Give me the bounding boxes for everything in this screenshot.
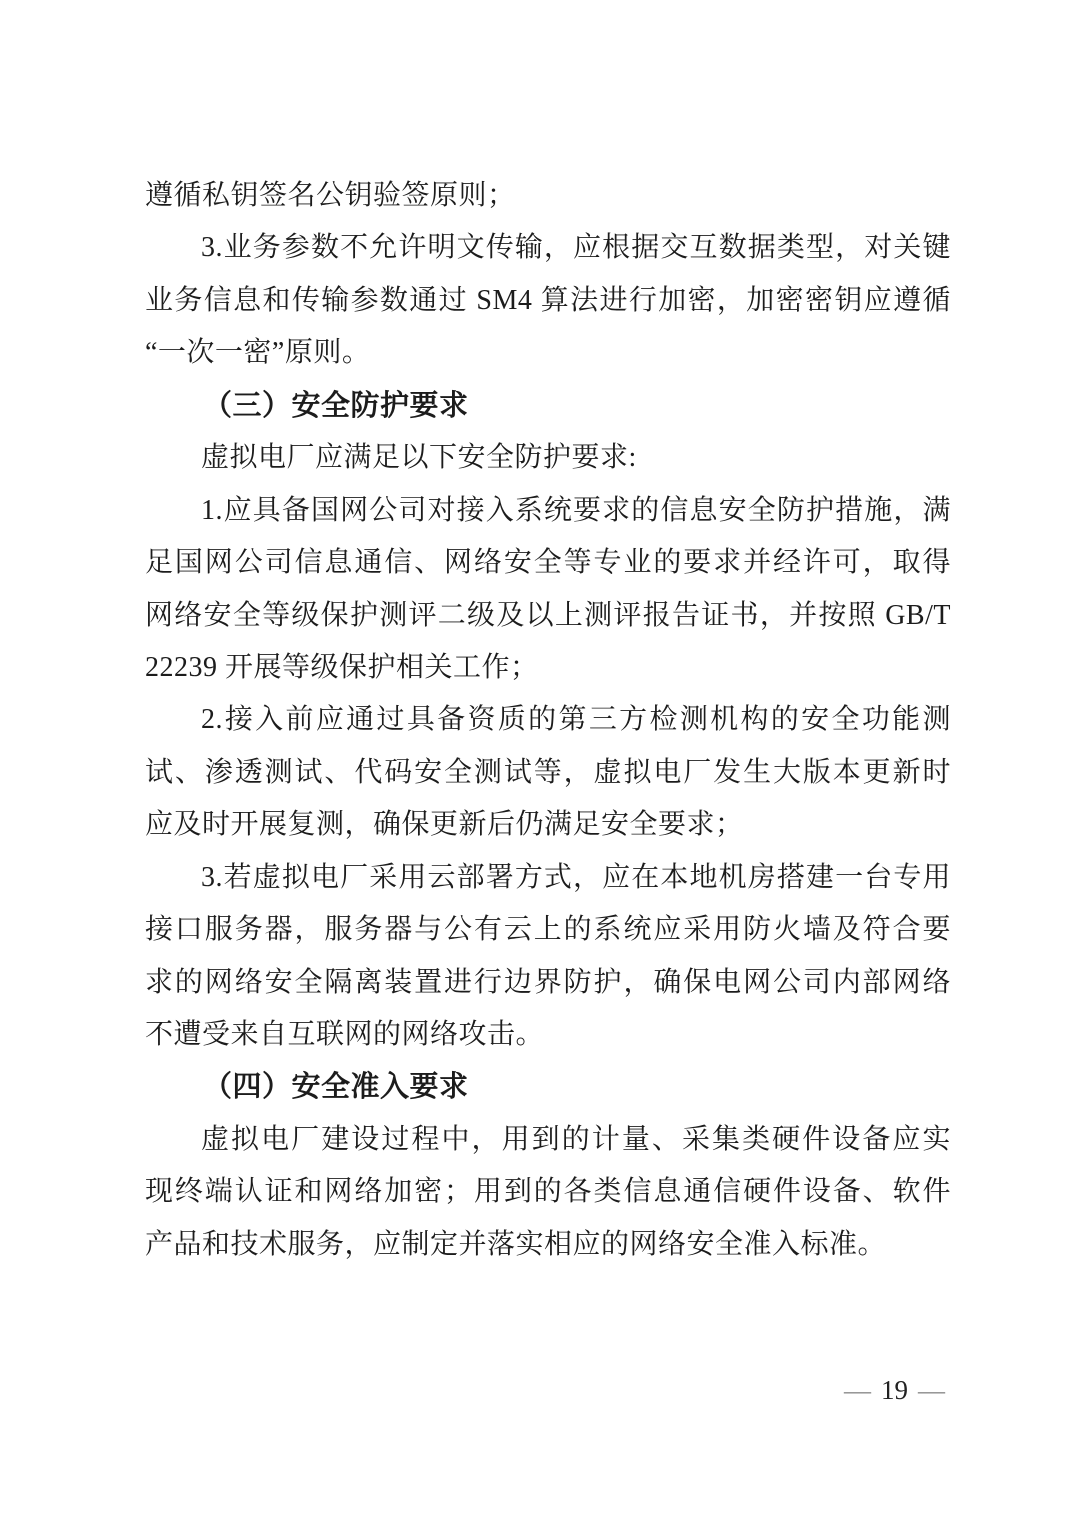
text-line: 试、渗透测试、代码安全测试等，虚拟电厂发生大版本更新时	[145, 756, 951, 788]
text-line: 应及时开展复测，确保更新后仍满足安全要求；	[145, 809, 744, 841]
page-number	[844, 1372, 945, 1408]
text-line: 不遭受来自互联网的网络攻击。	[145, 1019, 545, 1050]
text-line: 产品和技术服务，应制定并落实相应的网络安全准入标准。	[145, 1228, 887, 1260]
text-line: 网络安全等级保护测评二级及以上测评报告证书，并按照 GB/T	[145, 599, 951, 631]
document-body	[145, 170, 951, 1271]
text-line: 足国网公司信息通信、网络安全等专业的要求并经许可，取得	[145, 547, 951, 579]
text-line: 求的网络安全隔离装置进行边界防护，确保电网公司内部网络	[145, 966, 951, 998]
section-heading: （三）安全防护要求	[203, 389, 469, 422]
text-line: 虚拟电厂应满足以下安全防护要求:	[201, 442, 637, 474]
text-line: 1.应具备国网公司对接入系统要求的信息安全防护措施，满	[201, 494, 951, 526]
text-line: 现终端认证和网络加密；用到的各类信息通信硬件设备、软件	[145, 1176, 951, 1208]
text-line: 2.接入前应通过具备资质的第三方检测机构的安全功能测	[201, 704, 951, 736]
text-line: 虚拟电厂建设过程中，用到的计量、采集类硬件设备应实	[201, 1123, 951, 1155]
page-number-right-dash: —	[918, 1375, 945, 1405]
text-line: 22239 开展等级保护相关工作；	[145, 651, 539, 683]
text-line: 3.业务参数不允许明文传输，应根据交互数据类型，对关键	[201, 232, 951, 264]
page-number-left-dash: —	[844, 1375, 871, 1405]
text-line: 接口服务器，服务器与公有云上的系统应采用防火墙及符合要	[145, 914, 951, 946]
page-number-value: 19	[881, 1375, 908, 1405]
text-line: 遵循私钥签名公钥验签原则；	[145, 180, 516, 211]
text-line: 3.若虚拟电厂采用云部署方式，应在本地机房搭建一台专用	[201, 861, 951, 893]
text-line: “一次一密”原则。	[145, 337, 371, 369]
text-line: 业务信息和传输参数通过 SM4 算法进行加密，加密密钥应遵循	[145, 284, 951, 316]
section-heading: （四）安全准入要求	[203, 1071, 469, 1104]
